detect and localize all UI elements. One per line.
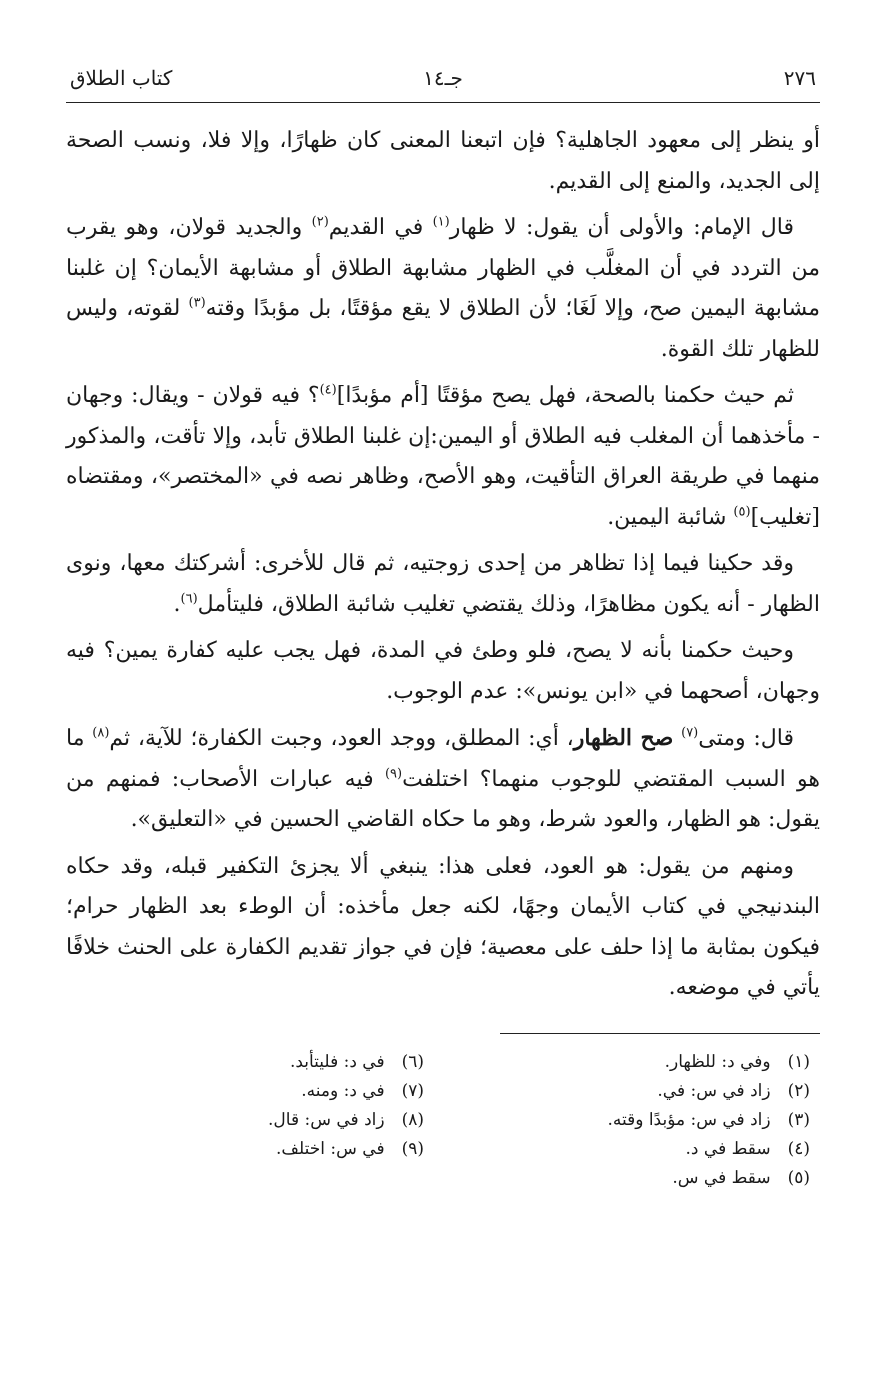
footnotes-left-column [64, 1048, 424, 1164]
footnote-item: (٤) سقط في د. [685, 1138, 810, 1159]
footnote-item: (٩) في س: اختلف. [276, 1138, 424, 1159]
footnote-item: (٣) زاد في س: مؤبدًا وقته. [607, 1109, 810, 1130]
footnote-item: (٦) في د: فليتأبد. [289, 1051, 424, 1072]
footnote-item: (٨) زاد في س: قال. [268, 1109, 424, 1130]
footnotes [66, 1048, 820, 1198]
paragraph-3: ثم حيث حكمنا بالصحة، فهل يصح مؤقتًا [أم مؤبدًا]$^{(٤)}$؟ فيه قولان - ويقال: وجهان - مأخذهما أن المغلب فيه الطلاق أو اليمين:إن غلبنا الطلاق تأبد، وإلا تأقت، والمذكور منهما في طريقة العراق التأقيت، وهو الأصح، وظاهر نصه في «المختصر»، ومقتضاه [تغليب]$^{(٥)}$ شائبة اليمين. [66, 382, 820, 530]
paragraph-1: أو ينظر إلى معهود الجاهلية؟ فإن اتبعنا المعنى كان ظهارًا، وإلا فلا، ونسب الصحة إلى الجديد، والمنع إلى القديم. [66, 128, 821, 194]
main-text [66, 121, 820, 1009]
paragraph-6: قال: ومتى$^{(٧)}$ صح الظهار، أي: المطلق، ووجد العود، وجبت الكفارة؛ للآية، ثم$^{(٨)}$ ما هو السبب المقتضي للوجوب منهما؟ اختلفت$^{(٩)}$ فيه عبارات الأصحاب: فمنهم من يقول: هو الظهار، والعود شرط، وهو ما حكاه القاضي الحسين في «التعليق». [66, 725, 821, 832]
footnote-item: (١) وفي د: للظهار. [664, 1051, 810, 1072]
page-number: ٢٧٦ [783, 66, 816, 90]
footnote-item: (٧) في د: ومنه. [301, 1080, 424, 1101]
paragraph-4: وقد حكينا فيما إذا تظاهر من إحدى زوجتيه، ثم قال للأخرى: أشركتك معها، ونوى الظهار - أنه يكون مظاهرًا، وذلك يقتضي تغليب شائبة الطلاق، فليتأمل$^{(٦)}$. [66, 551, 820, 617]
book-title: كتاب الطلاق [70, 66, 173, 90]
footnote-separator [500, 1033, 820, 1034]
volume-label: جـ١٤ [423, 66, 463, 90]
footnote-item: (٥) سقط في س. [672, 1167, 810, 1188]
paragraph-5: وحيث حكمنا بأنه لا يصح، فلو وطئ في المدة، فهل يجب عليه كفارة يمين؟ فيه وجهان، أصحهما في «ابن يونس»: عدم الوجوب. [66, 638, 820, 704]
paragraph-2: قال الإمام: والأولى أن يقول: لا ظهار$^{(١)}$ في القديم$^{(٢)}$ والجديد قولان، وهو يقرب من التردد في أن المغلَّب في الظهار مشابهة الطلاق أو مشابهة الأيمان؟ إن غلبنا مشابهة اليمين صح، وإلا لَغَا؛ لأن الطلاق لا يقع مؤقتًا، بل مؤبدًا وقته$^{(٣)}$ لقوته، وليس للظهار تلك القوة. [66, 214, 820, 362]
footnote-item: (٢) زاد في س: في. [657, 1080, 810, 1101]
footnotes-right-column [450, 1048, 810, 1193]
paragraph-7: ومنهم من يقول: هو العود، فعلى هذا: ينبغي ألا يجزئ التكفير قبله، وقد حكاه البندنيجي في كتاب الأيمان وجهًا، لكنه جعل مأخذه: أن الوطء بعد الظهار حرام؛ فيكون بمثابة ما إذا حلف على معصية؛ فإن في جواز تقديم الكفارة على الحنث خلافًا يأتي في موضعه. [66, 853, 820, 1000]
book-page [66, 60, 820, 1310]
running-header [66, 60, 820, 103]
